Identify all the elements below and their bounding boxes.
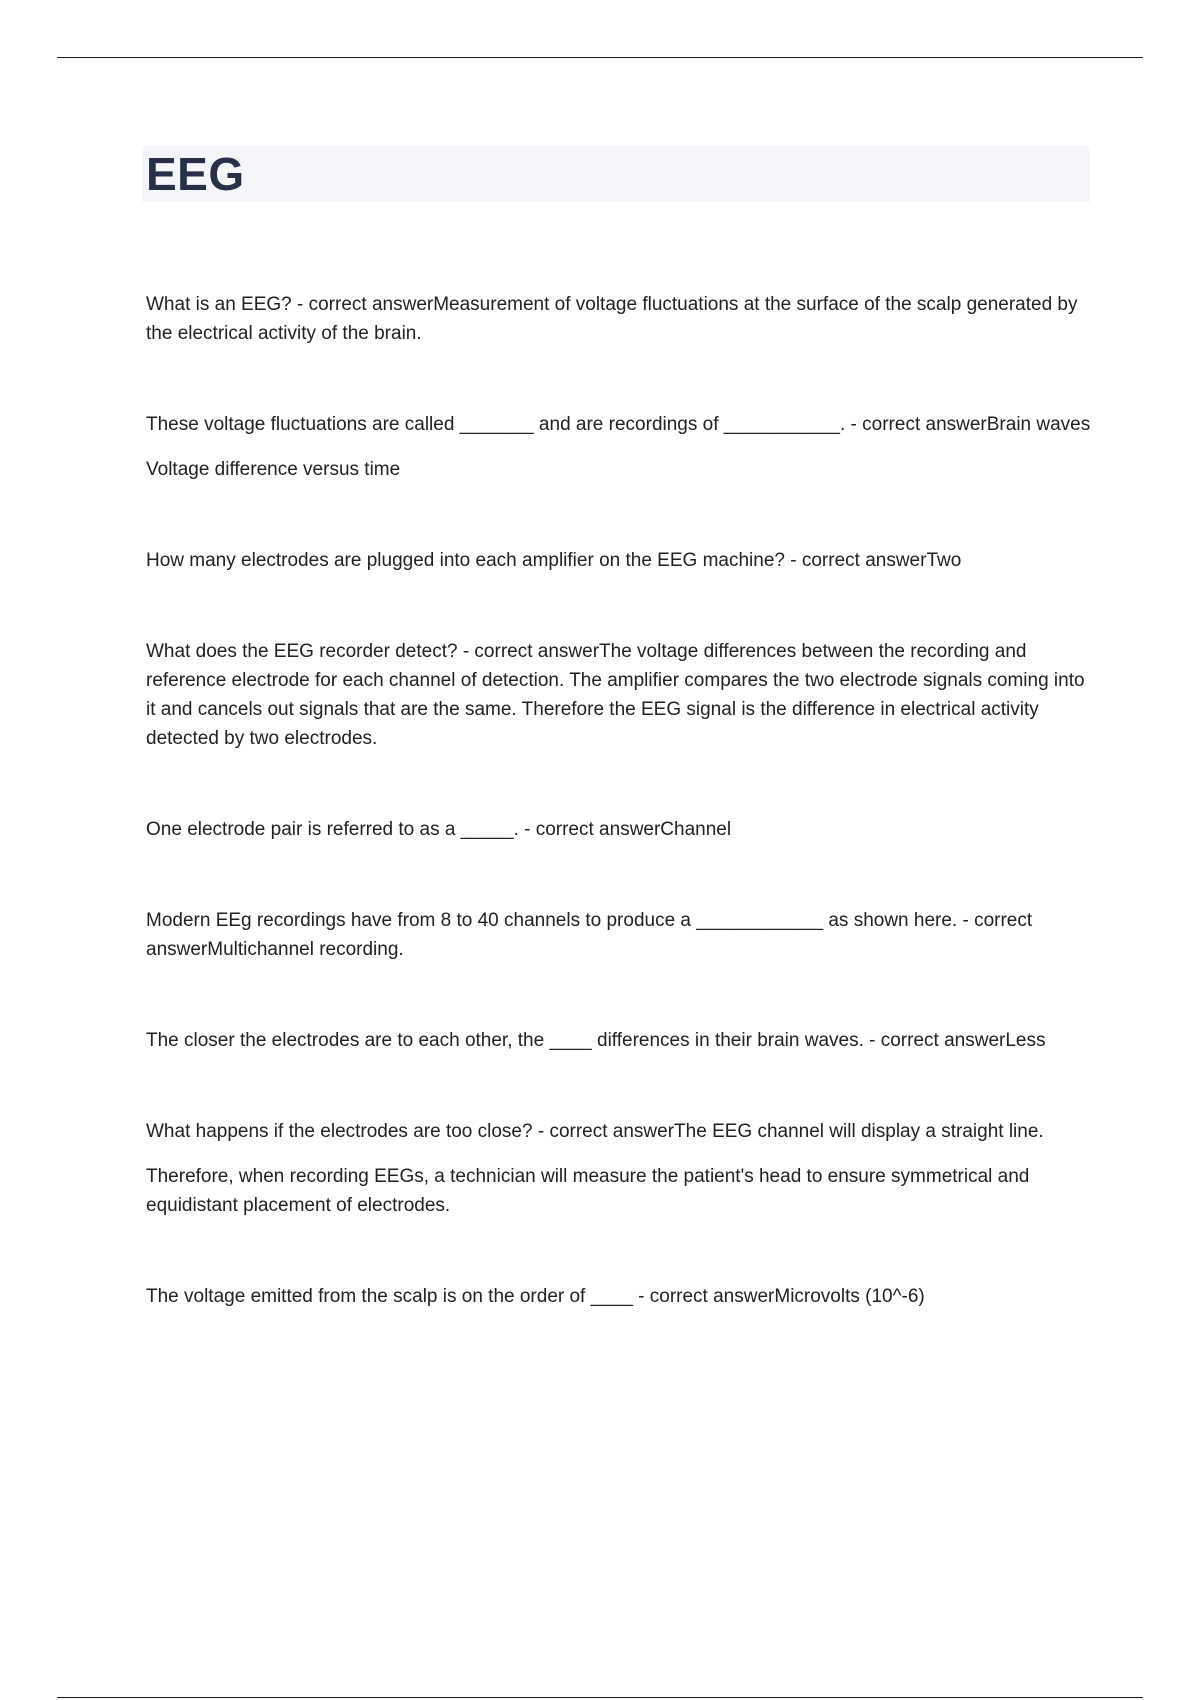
qa-text: What does the EEG recorder detect? - correct answerThe voltage differences between the recording and reference electrode for each channel of detection. The amplifier compares the two electrode signals coming into it and cancels out signals that are the same. Therefore the EEG signal is the difference in electrical activity detected by two electrodes.: [146, 641, 1085, 749]
qa-text: How many electrodes are plugged into each amplifier on the EEG machine? - correct answerTwo: [146, 550, 962, 571]
document-title: EEG: [146, 148, 245, 200]
qa-text: What is an EEG? - correct answerMeasurement of voltage fluctuations at the surface of the scalp generated by the electrical activity of the brain.: [146, 294, 1078, 344]
bottom-rule: [57, 1697, 1143, 1698]
qa-entry: [146, 637, 1096, 753]
qa-entry: [146, 906, 1096, 964]
title-banner: [142, 146, 1090, 202]
qa-entry: [146, 815, 1096, 844]
qa-entry: [146, 290, 1096, 348]
qa-text: These voltage fluctuations are called _______ and are recordings of ___________. - correct answerBrain waves: [146, 414, 1091, 435]
qa-text: What happens if the electrodes are too close? - correct answerThe EEG channel will display a straight line.: [146, 1121, 1044, 1142]
qa-text: The closer the electrodes are to each other, the ____ differences in their brain waves. - correct answerLess: [146, 1030, 1046, 1051]
qa-answer-continuation: Therefore, when recording EEGs, a technician will measure the patient's head to ensure symmetrical and equidistant placement of electrodes.: [146, 1166, 1030, 1216]
qa-entry: [146, 1026, 1096, 1055]
qa-answer-continuation: Voltage difference versus time: [146, 459, 401, 480]
qa-entry: [146, 546, 1096, 575]
top-rule: [57, 57, 1143, 58]
qa-text: Modern EEg recordings have from 8 to 40 channels to produce a ____________ as shown here. - correct answerMultichannel recording.: [146, 910, 1033, 960]
qa-entry: [146, 410, 1096, 484]
qa-entry: [146, 1117, 1096, 1220]
qa-entry: [146, 1282, 1096, 1311]
qa-text: One electrode pair is referred to as a _____. - correct answerChannel: [146, 819, 732, 840]
qa-text: The voltage emitted from the scalp is on the order of ____ - correct answerMicrovolts (10^-6): [146, 1286, 925, 1307]
qa-list: [146, 290, 1096, 1311]
